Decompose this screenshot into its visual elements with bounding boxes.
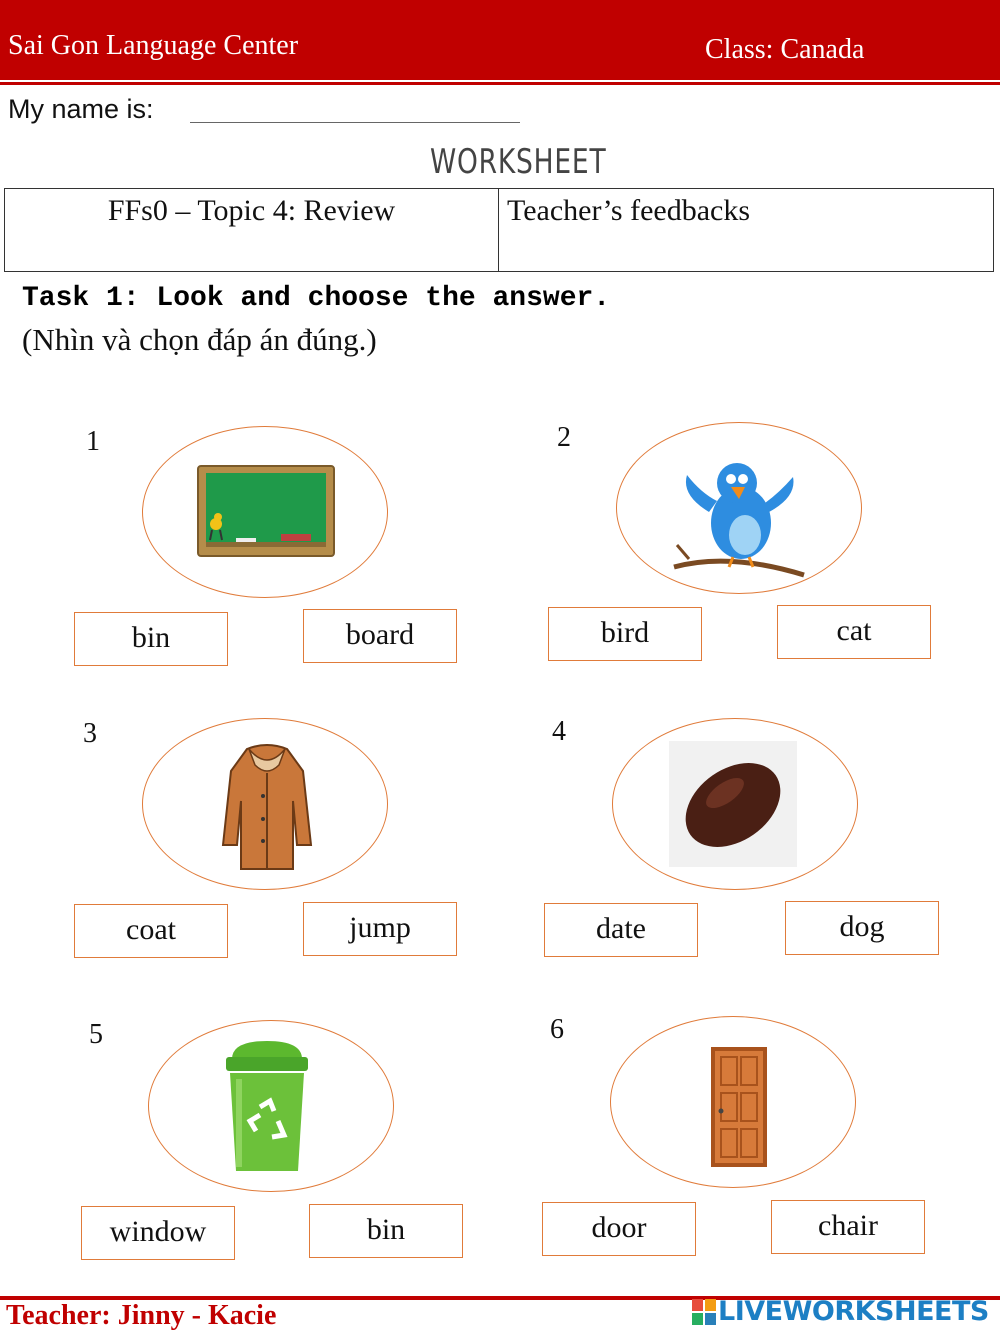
option-door[interactable]: door xyxy=(542,1202,696,1256)
option-cat[interactable]: cat xyxy=(777,605,931,659)
picture-oval xyxy=(612,718,858,890)
task-title: Task 1: Look and choose the answer. xyxy=(22,283,611,314)
option-bin[interactable]: bin xyxy=(74,612,228,666)
door-icon xyxy=(709,1045,769,1169)
picture-oval xyxy=(142,426,388,598)
chalkboard-icon xyxy=(196,464,336,560)
option-dog[interactable]: dog xyxy=(785,901,939,955)
question-number: 3 xyxy=(83,718,97,749)
worksheet-title: WORKSHEET xyxy=(430,142,607,182)
task-subtitle: (Nhìn và chọn đáp án đúng.) xyxy=(22,322,377,357)
question-number: 5 xyxy=(89,1019,103,1050)
question-number: 2 xyxy=(557,422,571,453)
picture-oval xyxy=(142,718,388,890)
teacher-name: Teacher: Jinny - Kacie xyxy=(6,1300,277,1331)
feedback-label: Teacher’s feedbacks xyxy=(507,194,751,227)
question-number: 1 xyxy=(86,426,100,457)
liveworksheets-brand[interactable]: LIVEWORKSHEETS xyxy=(718,1296,989,1327)
question-number: 4 xyxy=(552,716,566,747)
option-date[interactable]: date xyxy=(544,903,698,957)
bird-icon xyxy=(669,457,809,581)
class-label: Class: Canada xyxy=(705,34,865,65)
name-label: My name is: xyxy=(8,94,154,124)
coat-icon xyxy=(219,741,315,875)
option-board[interactable]: board xyxy=(303,609,457,663)
option-chair[interactable]: chair xyxy=(771,1200,925,1254)
name-input-line[interactable] xyxy=(190,122,520,123)
picture-oval xyxy=(148,1020,394,1192)
option-coat[interactable]: coat xyxy=(74,904,228,958)
option-bin[interactable]: bin xyxy=(309,1204,463,1258)
recycle-bin-icon xyxy=(222,1039,312,1179)
center-name: Sai Gon Language Center xyxy=(8,30,299,61)
picture-oval xyxy=(610,1016,856,1188)
picture-oval xyxy=(616,422,862,594)
option-bird[interactable]: bird xyxy=(548,607,702,661)
option-jump[interactable]: jump xyxy=(303,902,457,956)
question-number: 6 xyxy=(550,1014,564,1045)
date-fruit-icon xyxy=(669,741,797,867)
option-window[interactable]: window xyxy=(81,1206,235,1260)
topic-text: FFs0 – Topic 4: Review xyxy=(107,194,396,227)
liveworksheets-logo-icon xyxy=(692,1299,716,1325)
header-divider xyxy=(0,82,1000,85)
